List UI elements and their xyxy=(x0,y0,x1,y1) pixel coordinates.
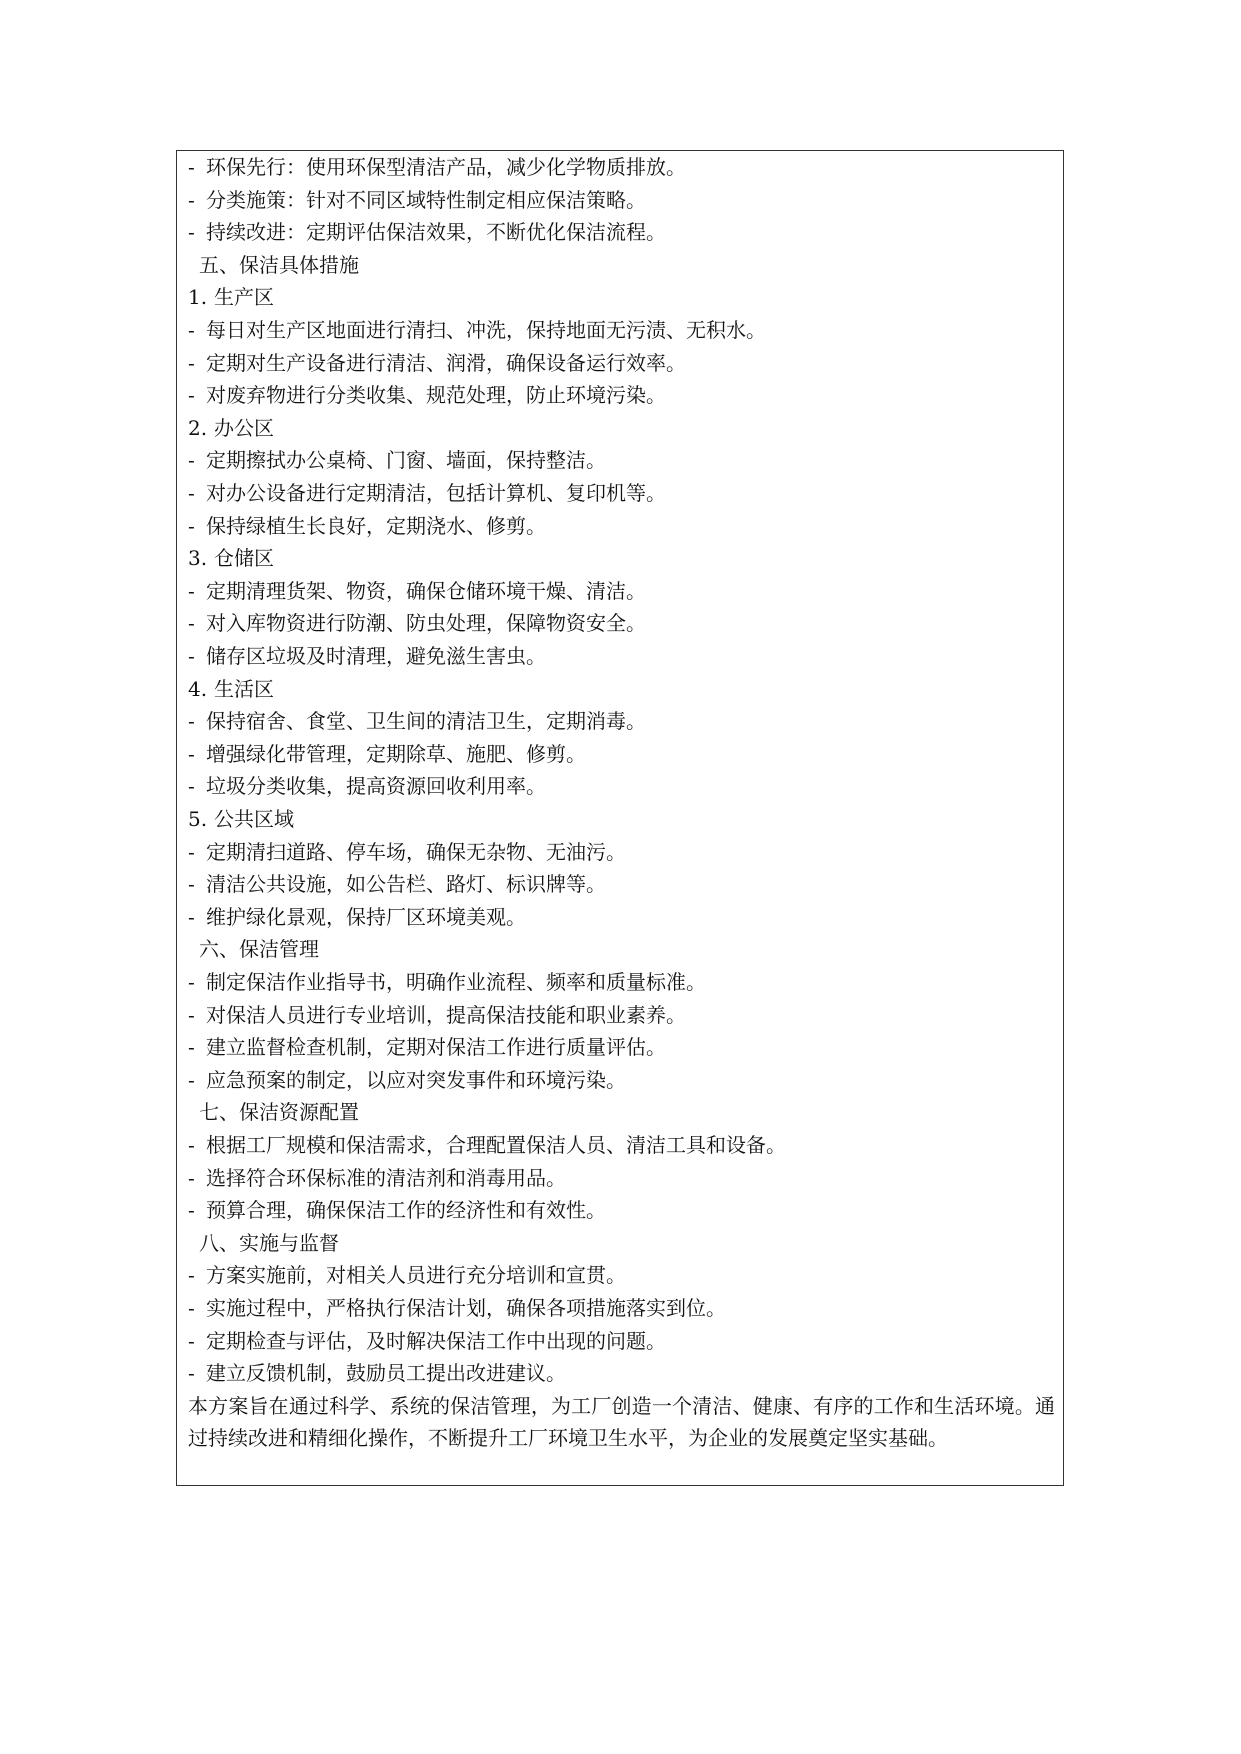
bullet-item xyxy=(188,477,1055,510)
bullet-marker: - xyxy=(188,839,195,864)
bullet-item xyxy=(188,151,1055,184)
bullet-marker: - xyxy=(188,644,195,668)
bullet-item xyxy=(188,640,1055,673)
bullet-text: 实施过程中，严格执行保洁计划，确保各项措施落实到位。 xyxy=(206,1296,726,1320)
section-heading xyxy=(199,933,1055,966)
bullet-item xyxy=(188,444,1055,477)
bullet-text: 维护绿化景观，保持厂区环境美观。 xyxy=(206,904,526,929)
bullet-text: 定期擦拭办公桌椅、门窗、墙面，保持整洁。 xyxy=(206,448,606,473)
bullet-marker: - xyxy=(188,1361,195,1386)
subheading-text: 生活区 xyxy=(214,676,274,701)
bullet-item xyxy=(188,510,1055,543)
bullet-marker: - xyxy=(188,904,195,929)
bullet-text: 对入库物资进行防潮、防虫处理，保障物资安全。 xyxy=(206,611,646,636)
section-heading-text: 六、保洁管理 xyxy=(199,937,319,962)
section-heading xyxy=(199,1227,1055,1260)
bullet-item xyxy=(188,607,1055,640)
bullet-text: 保持绿植生长良好，定期浇水、修剪。 xyxy=(206,513,546,538)
item-number: 4. xyxy=(188,676,208,701)
numbered-subheading xyxy=(188,673,1055,706)
bullet-text: 保持宿舍、食堂、卫生间的清洁卫生，定期消毒。 xyxy=(206,709,646,734)
bullet-marker: - xyxy=(188,1165,195,1190)
item-number: 3. xyxy=(188,546,208,571)
bullet-text: 根据工厂规模和保洁需求，合理配置保洁人员、清洁工具和设备。 xyxy=(206,1133,786,1157)
bullet-text: 对保洁人员进行专业培训，提高保洁技能和职业素养。 xyxy=(206,1002,686,1027)
bullet-text: 清洁公共设施，如公告栏、路灯、标识牌等。 xyxy=(206,872,606,897)
bullet-marker: - xyxy=(188,155,195,179)
bullet-marker: - xyxy=(188,513,195,538)
subheading-text: 办公区 xyxy=(214,415,274,440)
bullet-text: 对废弃物进行分类收集、规范处理，防止环境污染。 xyxy=(206,383,666,408)
bullet-text: 建立监督检查机制，定期对保洁工作进行质量评估。 xyxy=(206,1035,666,1060)
bullet-item xyxy=(188,379,1055,412)
bullet-item xyxy=(188,1357,1055,1390)
bullet-item xyxy=(188,705,1055,738)
bullet-marker: - xyxy=(188,970,195,994)
section-heading xyxy=(199,1096,1055,1129)
bullet-item xyxy=(188,770,1055,803)
bullet-marker: - xyxy=(188,1198,195,1223)
item-number: 2. xyxy=(188,415,208,440)
bullet-marker: - xyxy=(188,872,195,897)
bullet-marker: - xyxy=(188,741,195,766)
bullet-marker: - xyxy=(188,448,195,473)
bullet-marker: - xyxy=(188,481,195,505)
numbered-subheading xyxy=(188,412,1055,445)
bullet-item xyxy=(188,1162,1055,1195)
bullet-text: 制定保洁作业指导书，明确作业流程、频率和质量标准。 xyxy=(206,970,706,994)
section-heading xyxy=(199,249,1055,282)
subheading-text: 生产区 xyxy=(214,285,274,310)
bullet-marker: - xyxy=(188,220,195,245)
bullet-marker: - xyxy=(188,187,195,212)
bullet-item xyxy=(188,738,1055,771)
bullet-marker: - xyxy=(188,1035,195,1060)
bullet-item xyxy=(188,1064,1055,1097)
section-heading-text: 七、保洁资源配置 xyxy=(199,1100,359,1125)
bullet-item xyxy=(188,868,1055,901)
bullet-marker: - xyxy=(188,709,195,734)
bullet-item xyxy=(188,901,1055,934)
bullet-marker: - xyxy=(188,1328,195,1353)
bullet-item xyxy=(188,314,1055,347)
bullet-text: 定期清理货架、物资，确保仓储环境干燥、清洁。 xyxy=(206,578,646,603)
bullet-marker: - xyxy=(188,1067,195,1092)
bullet-marker: - xyxy=(188,383,195,408)
bullet-marker: - xyxy=(188,578,195,603)
bullet-text: 建立反馈机制，鼓励员工提出改进建议。 xyxy=(206,1361,566,1386)
bullet-item xyxy=(188,999,1055,1032)
conclusion-paragraph: 本方案旨在通过科学、系统的保洁管理，为工厂创造一个清洁、健康、有序的工作和生活环境。通过持续改进和精细化操作，不断提升工厂环境卫生水平，为企业的发展奠定坚实基础。 xyxy=(188,1393,1055,1451)
bullet-text: 方案实施前，对相关人员进行充分培训和宣贯。 xyxy=(206,1263,626,1288)
bullet-text: 环保先行：使用环保型清洁产品，减少化学物质排放。 xyxy=(206,155,686,179)
bullet-text: 储存区垃圾及时清理，避免滋生害虫。 xyxy=(206,644,546,668)
bullet-item xyxy=(188,347,1055,380)
bullet-marker: - xyxy=(188,1002,195,1027)
bullet-marker: - xyxy=(188,1296,195,1320)
bullet-text: 应急预案的制定，以应对突发事件和环境污染。 xyxy=(206,1067,626,1092)
bullet-item xyxy=(188,1129,1055,1162)
bullet-text: 分类施策：针对不同区域特性制定相应保洁策略。 xyxy=(206,187,646,212)
bullet-item xyxy=(188,575,1055,608)
bullet-item xyxy=(188,1194,1055,1227)
document-frame xyxy=(176,150,1064,1486)
section-heading-text: 八、实施与监督 xyxy=(199,1230,339,1255)
bullet-item xyxy=(188,836,1055,869)
bullet-marker: - xyxy=(188,611,195,636)
numbered-subheading xyxy=(188,803,1055,836)
bullet-item xyxy=(188,216,1055,249)
bullet-marker: - xyxy=(188,318,195,342)
bullet-text: 垃圾分类收集，提高资源回收利用率。 xyxy=(206,774,546,799)
bullet-text: 定期清扫道路、停车场，确保无杂物、无油污。 xyxy=(206,839,626,864)
subheading-text: 公共区域 xyxy=(214,807,294,831)
section-heading-text: 五、保洁具体措施 xyxy=(199,252,359,277)
bullet-text: 预算合理，确保保洁工作的经济性和有效性。 xyxy=(206,1198,606,1223)
bullet-text: 选择符合环保标准的清洁剂和消毒用品。 xyxy=(206,1165,566,1190)
bullet-item xyxy=(188,1325,1055,1358)
bullet-text: 持续改进：定期评估保洁效果，不断优化保洁流程。 xyxy=(206,220,666,245)
subheading-text: 仓储区 xyxy=(214,546,274,571)
item-number: 1. xyxy=(188,285,208,310)
bullet-marker: - xyxy=(188,350,195,375)
bullet-text: 定期检查与评估，及时解决保洁工作中出现的问题。 xyxy=(206,1328,666,1353)
bullet-marker: - xyxy=(188,1133,195,1157)
bullet-item xyxy=(188,1031,1055,1064)
bullet-marker: - xyxy=(188,1263,195,1288)
bullet-marker: - xyxy=(188,774,195,799)
bullet-text: 每日对生产区地面进行清扫、冲洗，保持地面无污渍、无积水。 xyxy=(206,318,766,342)
bullet-text: 对办公设备进行定期清洁，包括计算机、复印机等。 xyxy=(206,481,666,505)
item-number: 5. xyxy=(188,807,208,831)
numbered-subheading xyxy=(188,542,1055,575)
bullet-text: 增强绿化带管理，定期除草、施肥、修剪。 xyxy=(206,741,586,766)
numbered-subheading xyxy=(188,281,1055,314)
bullet-item xyxy=(188,1292,1055,1325)
bullet-text: 定期对生产设备进行清洁、润滑，确保设备运行效率。 xyxy=(206,350,686,375)
bullet-item xyxy=(188,1259,1055,1292)
bullet-item xyxy=(188,966,1055,999)
bullet-item xyxy=(188,184,1055,217)
